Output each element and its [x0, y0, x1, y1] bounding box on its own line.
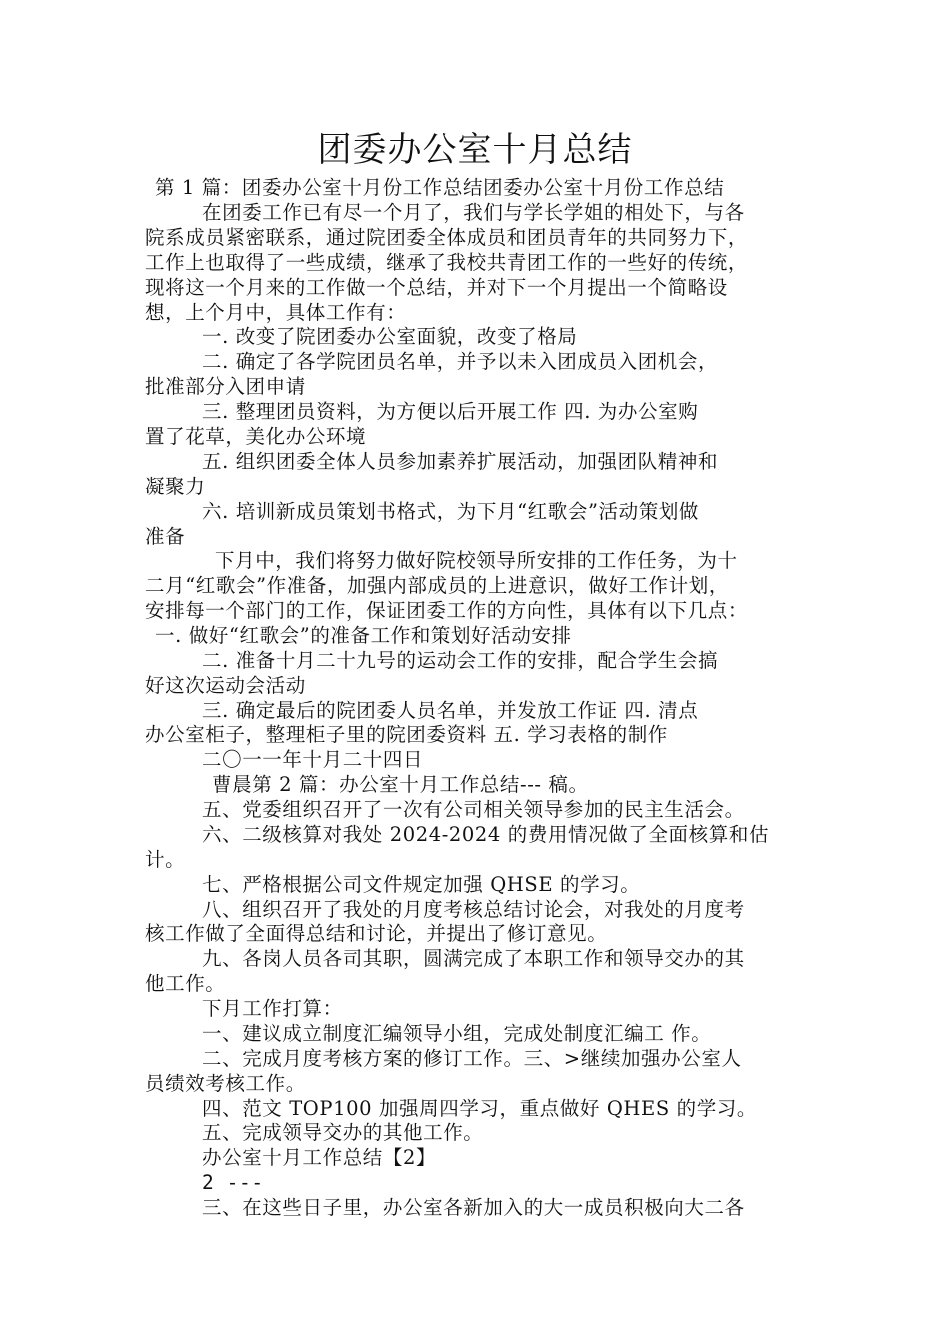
text-line-20: 二. 准备十月二十九号的运动会工作的安排，配合学生会搞 — [202, 649, 719, 672]
text-line-28: 计。 — [145, 848, 186, 871]
text-line-11: 置了花草，美化办公环境 — [145, 425, 367, 448]
text-line-19: 一. 做好“红歌会”的准备工作和策划好活动安排 — [155, 624, 572, 647]
text-line-15: 准备 — [145, 525, 186, 548]
text-line-32: 九、各岗人员各司其职，圆满完成了本职工作和领导交办的其 — [202, 947, 745, 970]
text-line-2: 在团委工作已有尽一个月了，我们与学长学姐的相处下，与各 — [202, 201, 745, 224]
text-line-29: 七、严格根据公司文件规定加强 QHSE 的学习。 — [202, 873, 641, 896]
text-line-38: 四、范文 TOP100 加强周四学习，重点做好 QHES 的学习。 — [202, 1097, 758, 1120]
text-line-5: 现将这一个月来的工作做一个总结，并对下一个月提出一个简略设 — [145, 276, 728, 299]
text-line-35: 一、建议成立制度汇编领导小组，完成处制度汇编工 作。 — [202, 1022, 712, 1045]
text-line-4: 工作上也取得了一些成绩，继承了我校共青团工作的一些好的传统， — [145, 251, 749, 274]
text-line-25: 曹晨第 2 篇：办公室十月工作总结--- 稿。 — [212, 773, 589, 796]
text-line-14: 六. 培训新成员策划书格式，为下月“红歌会”活动策划做 — [202, 500, 700, 523]
text-line-23: 办公室柜子，整理柜子里的院团委资料 五. 学习表格的制作 — [145, 723, 668, 746]
text-line-27: 六、二级核算对我处 2024-2024 的费用情况做了全面核算和估 — [202, 823, 770, 846]
text-line-17: 二月“红歌会”作准备，加强内部成员的上进意识，做好工作计划， — [145, 574, 729, 597]
text-line-8: 二. 确定了各学院团员名单，并予以未入团成员入团机会， — [202, 350, 719, 373]
text-line-3: 院系成员紧密联系，通过院团委全体成员和团员青年的共同努力下， — [145, 226, 749, 249]
text-line-9: 批准部分入团申请 — [145, 375, 306, 398]
text-line-36: 二、完成月度考核方案的修订工作。三、>继续加强办公室人 — [202, 1047, 742, 1070]
document-title: 团委办公室十月总结 — [317, 130, 633, 170]
text-line-30: 八、组织召开了我处的月度考核总结讨论会，对我处的月度考 — [202, 898, 745, 921]
text-line-12: 五. 组织团委全体人员参加素养扩展活动，加强团队精神和 — [202, 450, 719, 473]
text-line-34: 下月工作打算： — [202, 997, 343, 1020]
text-line-33: 他工作。 — [145, 972, 226, 995]
text-line-7: 一. 改变了院团委办公室面貌，改变了格局 — [202, 325, 578, 348]
text-line-41: 2 --- — [202, 1171, 264, 1194]
text-line-1: 第 1 篇：团委办公室十月份工作总结团委办公室十月份工作总结 — [155, 176, 725, 199]
text-line-37: 员绩效考核工作。 — [145, 1072, 306, 1095]
text-line-40: 办公室十月工作总结【2】 — [202, 1146, 437, 1169]
text-line-31: 核工作做了全面得总结和讨论，并提出了修订意见。 — [145, 922, 608, 945]
text-line-24: 二〇一一年十月二十四日 — [202, 748, 424, 771]
text-line-6: 想，上个月中，具体工作有： — [145, 301, 407, 324]
text-line-16: 下月中，我们将努力做好院校领导所安排的工作任务，为十 — [215, 549, 738, 572]
text-line-18: 安排每一个部门的工作，保证团委工作的方向性，具体有以下几点： — [145, 599, 749, 622]
text-line-10: 三. 整理团员资料，为方便以后开展工作 四. 为办公室购 — [202, 400, 699, 423]
text-line-13: 凝聚力 — [145, 475, 206, 498]
text-line-22: 三. 确定最后的院团委人员名单，并发放工作证 四. 清点 — [202, 699, 699, 722]
text-line-26: 五、党委组织召开了一次有公司相关领导参加的民主生活会。 — [202, 798, 745, 821]
text-line-42: 三、在这些日子里，办公室各新加入的大一成员积极向大二各 — [202, 1196, 745, 1219]
text-line-39: 五、完成领导交办的其他工作。 — [202, 1121, 484, 1144]
text-line-21: 好这次运动会活动 — [145, 674, 306, 697]
